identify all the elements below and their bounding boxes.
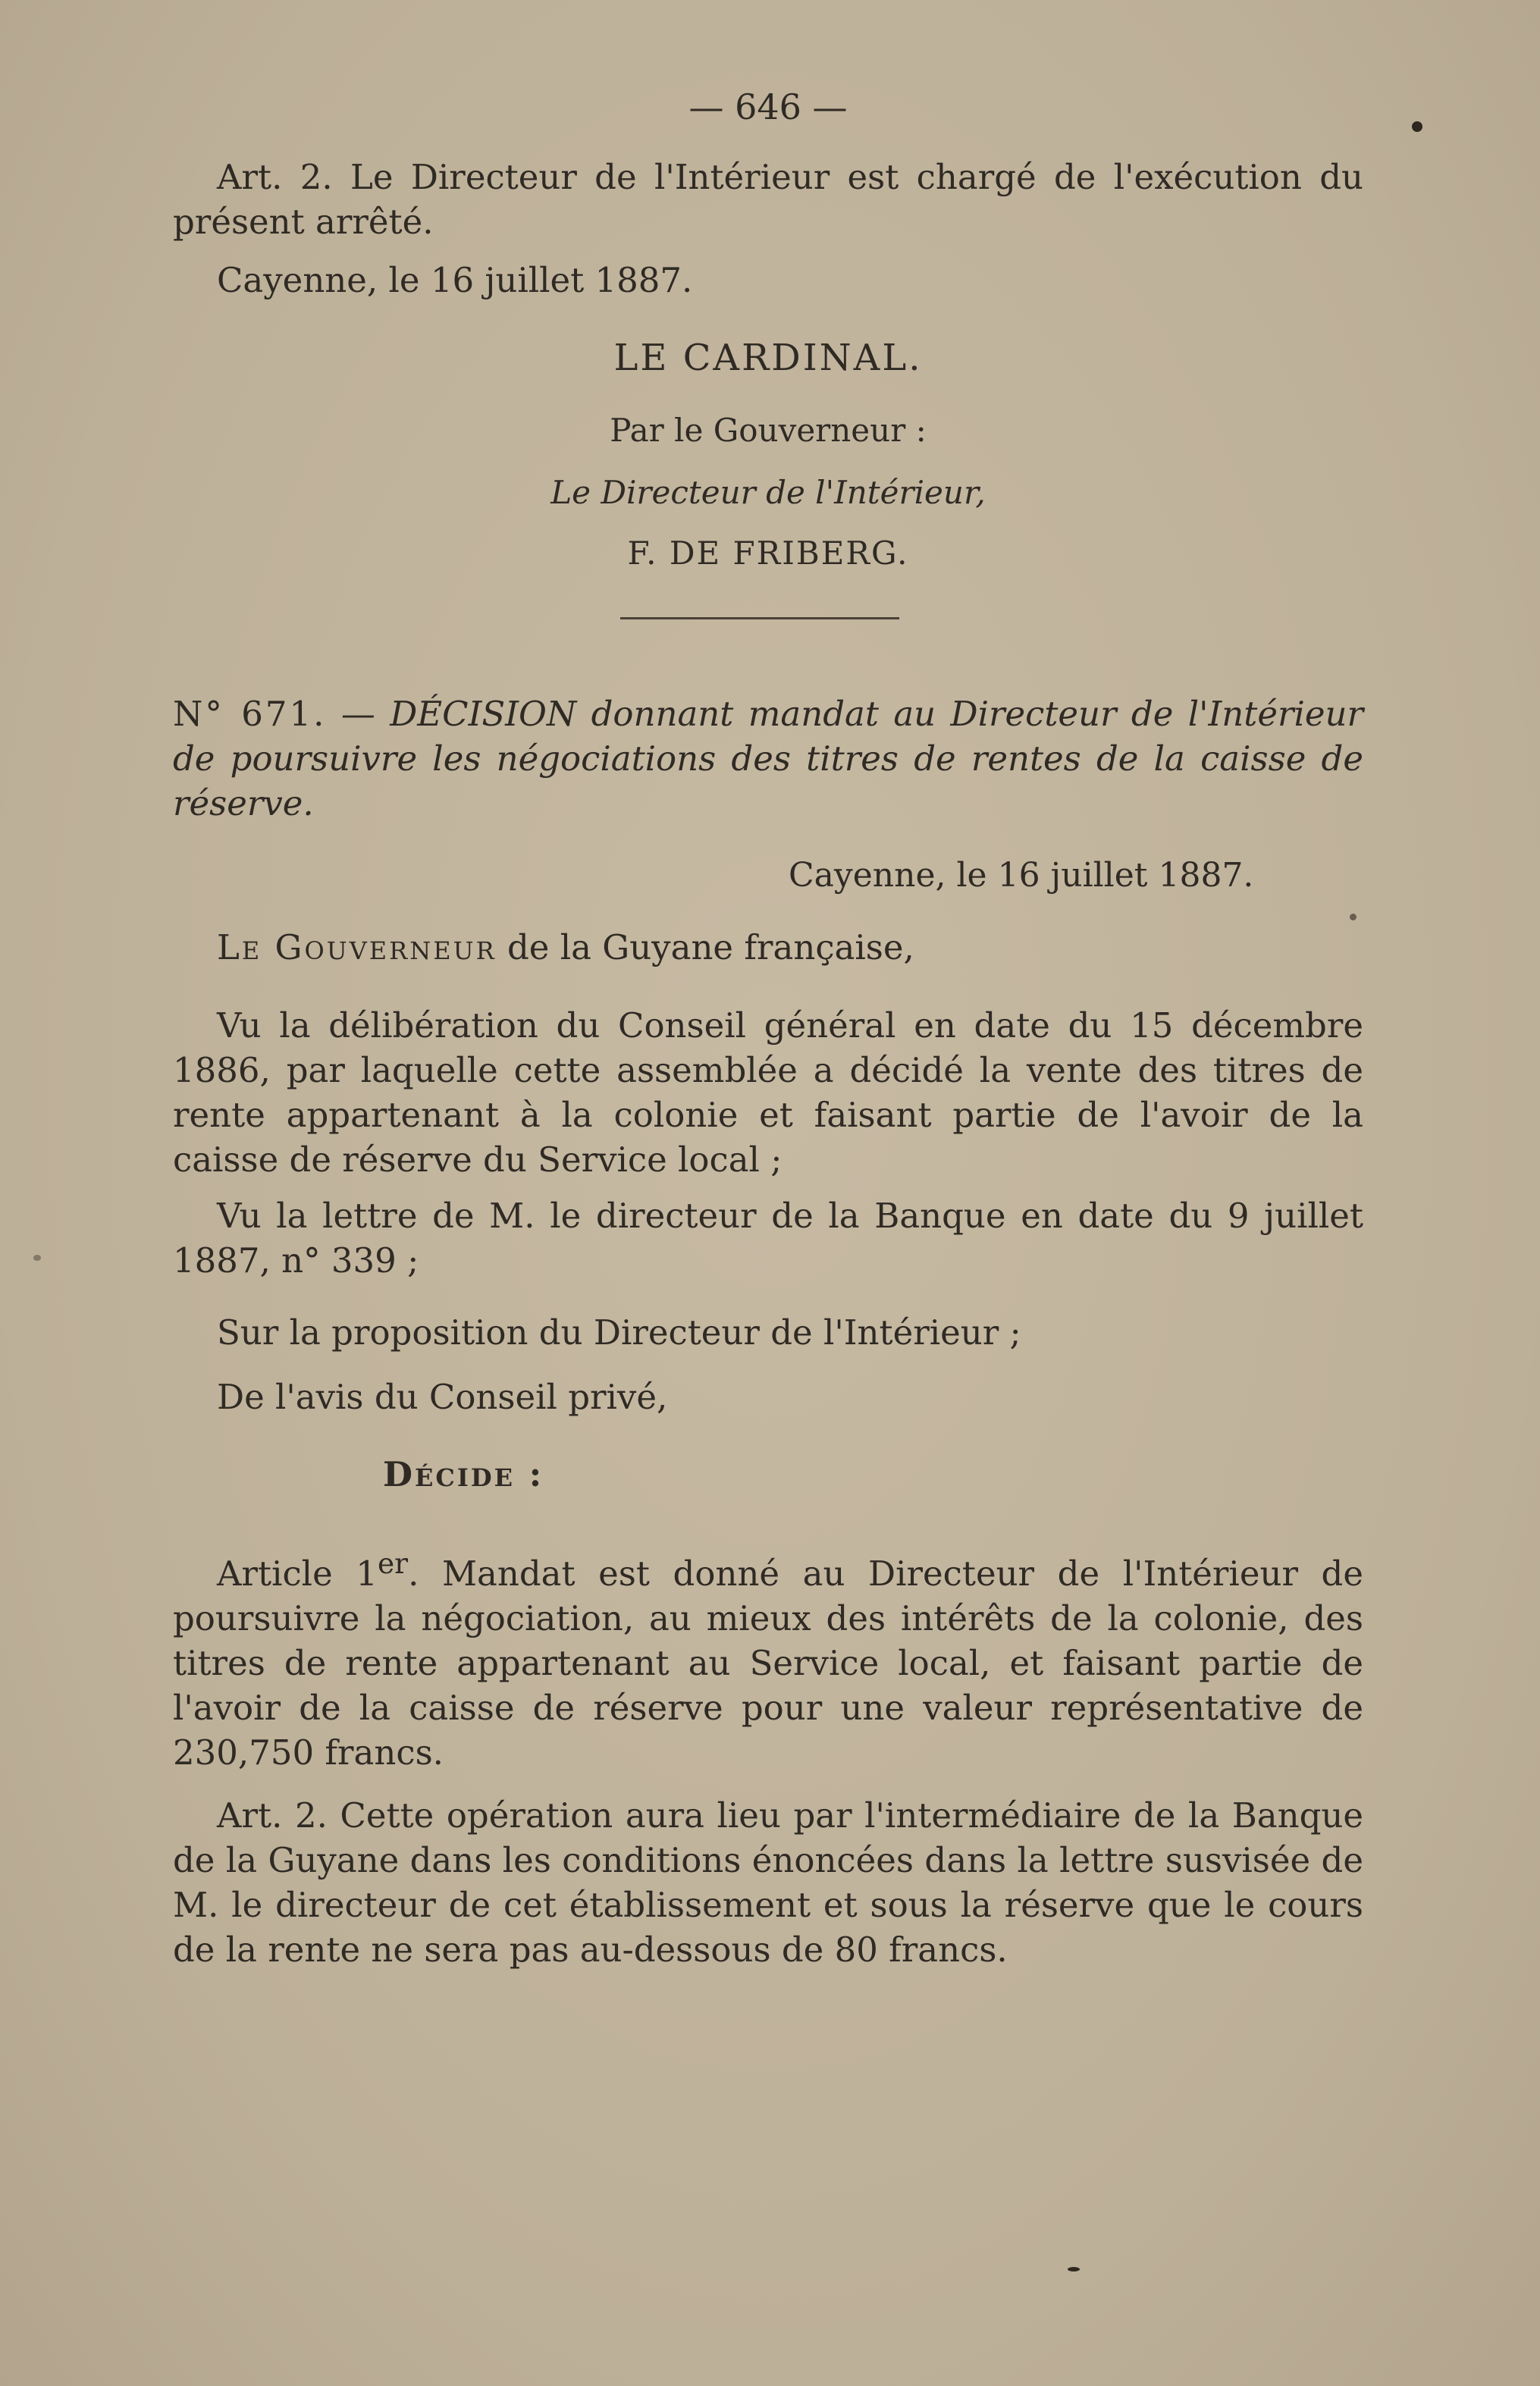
governor-title: Le Gouverneur	[217, 927, 497, 967]
decision-title: — DÉCISION donnant mandat au Directeur de l'Intérieur de poursuivre les négociations des titres de rentes de la caisse de réserve.	[173, 694, 1364, 823]
page-number: — 646 —	[688, 86, 848, 127]
article-1-sup: er	[377, 1547, 409, 1580]
considerant-2: Vu la lettre de M. le directeur de la Banque en date du 9 juillet 1887, n° 339 ;	[173, 1196, 1363, 1281]
director-title: Le Directeur de l'Intérieur,	[550, 474, 986, 511]
decision-number: N° 671.	[173, 694, 327, 734]
considerant-4: De l'avis du Conseil privé,	[217, 1377, 668, 1417]
by-governor-line: Par le Gouverneur :	[610, 412, 927, 449]
governor-rest: de la Guyane française,	[496, 927, 914, 967]
article-2: Art. 2. Cette opération aura lieu par l'intermédiaire de la Banque de la Guyane dans les conditions énoncées dans la lettre susvisée de M. le directeur de cet établissement et sous la réserve que le cours de la rente ne sera pas au-dessous de 80 francs.	[173, 1795, 1363, 1970]
place-date-1: Cayenne, le 16 juillet 1887.	[217, 260, 693, 300]
signatory-name: LE CARDINAL.	[613, 337, 923, 379]
considerant-1: Vu la délibération du Conseil général en date du 15 décembre 1886, par laquelle cette assemblée a décidé la vente des titres de rente appartenant à la colonie et faisant partie de l'avoir de la caisse de réserve du Service local ;	[173, 1005, 1363, 1180]
director-name: F. DE FRIBERG.	[627, 535, 909, 572]
ink-spot	[1068, 2267, 1080, 2272]
place-date-2: Cayenne, le 16 juillet 1887.	[789, 856, 1254, 895]
article-1	[173, 1541, 1363, 1775]
decision-heading	[173, 691, 1363, 826]
decide-label: Décide :	[383, 1454, 544, 1494]
separator-rule	[620, 617, 899, 619]
ink-spot	[33, 1255, 41, 1261]
article-1-prefix: Article 1	[217, 1554, 378, 1594]
governor-line	[173, 925, 1363, 970]
ink-spot	[1350, 914, 1357, 920]
ink-spot	[1412, 121, 1422, 132]
article-2-previous: Art. 2. Le Directeur de l'Intérieur est chargé de l'exécution du présent arrêté.	[173, 157, 1363, 242]
article-1-text: . Mandat est donné au Directeur de l'Intérieur de poursuivre la négociation, au mieux des intérêts de la colonie, des titres de rente appartenant au Service local, et faisant partie de l'avoir de la caisse de réserve pour une valeur représentative de 230,750 francs.	[173, 1554, 1363, 1773]
considerant-3: Sur la proposition du Directeur de l'Intérieur ;	[217, 1312, 1021, 1353]
